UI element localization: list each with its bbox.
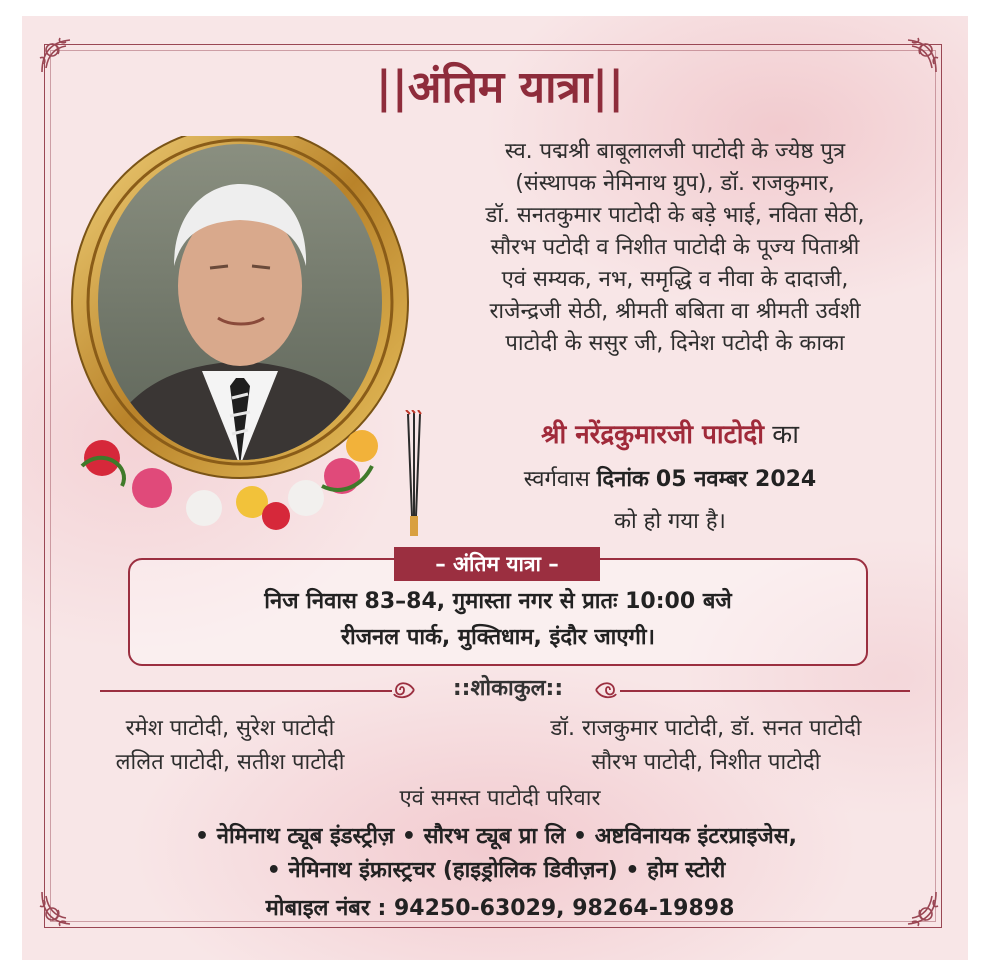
divider-right <box>620 690 910 692</box>
floral-corner-icon <box>898 34 942 78</box>
scroll-ornament-icon <box>594 678 620 702</box>
passing-date-line <box>430 464 910 496</box>
intro-line: राजेन्द्रजी सेठी, श्रीमती बबिता वा श्रीमती उर्वशी <box>489 299 861 324</box>
mourners-left-1: रमेश पाटोदी, सुरेश पाटोदी <box>125 716 335 741</box>
mourners-right-1: डॉ. राजकुमार पाटोदी, डॉ. सनत पाटोदी <box>550 716 862 741</box>
deceased-name: श्री नरेंद्रकुमारजी पाटोदी <box>541 420 764 450</box>
floral-corner-icon <box>898 886 942 930</box>
deceased-name-line <box>440 418 900 452</box>
divider-left <box>100 690 392 692</box>
intro-line: एवं सम्यक, नभ, समृद्धि व नीवा के दादाजी, <box>501 267 849 292</box>
intro-line: डॉ. सनतकुमार पाटोदी के बड़े भाई, नविता सेठी, <box>485 203 865 228</box>
name-suffix: का <box>772 420 799 450</box>
floral-corner-icon <box>36 34 80 78</box>
business-line-1: • नेमिनाथ ट्यूब इंडस्ट्रीज़ • सौरभ ट्यूब प्रा लि • अष्टविनायक इंटरप्राइजेस, <box>195 824 797 849</box>
page-title: ||अंतिम यात्रा|| <box>375 62 625 113</box>
mourners-family: एवं समस्त पाटोदी परिवार <box>399 786 601 811</box>
top-strip <box>0 0 992 16</box>
passing-date: 05 नवम्बर 2024 <box>655 467 817 492</box>
mourners-left-2: ललित पाटोदी, सतीश पाटोदी <box>115 750 345 775</box>
intro-line: स्व. पद्मश्री बाबूलालजी पाटोदी के ज्येष्ठ पुत्र <box>504 139 846 164</box>
portrait-photo <box>62 136 418 556</box>
date-label: दिनांक <box>596 467 649 492</box>
procession-line-2: रीजनल पार्क, मुक्तिधाम, इंदौर जाएगी। <box>341 625 655 650</box>
procession-line-1: निज निवास 83–84, गुमास्ता नगर से प्रातः 10:00 बजे <box>264 589 732 614</box>
scroll-ornament-icon <box>390 678 416 702</box>
incense-sticks-icon <box>402 410 426 536</box>
intro-line: (संस्थापक नेमिनाथ ग्रुप), डॉ. राजकुमार, <box>515 171 835 196</box>
passed-suffix: को हो गया है। <box>614 509 726 534</box>
intro-line: पाटोदी के ससुर जी, दिनेश पटोदी के काका <box>505 331 845 356</box>
procession-banner: – अंतिम यात्रा – <box>394 547 600 581</box>
passed-prefix: स्वर्गवास <box>523 467 590 492</box>
floral-corner-icon <box>36 886 80 930</box>
mourners-heading: ::शोकाकुल:: <box>452 676 564 701</box>
mobile-numbers: मोबाइल नंबर : 94250-63029, 98264-19898 <box>265 896 735 921</box>
business-line-2: • नेमिनाथ इंफ्रास्ट्रचर (हाइड्रोलिक डिवीज़न) • होम स्टोरी <box>266 858 726 883</box>
mourners-right-2: सौरभ पाटोदी, निशीत पाटोदी <box>591 750 821 775</box>
intro-line: सौरभ पटोदी व निशीत पाटोदी के पूज्य पिताश्री <box>490 235 860 260</box>
intro-paragraph <box>395 136 955 360</box>
